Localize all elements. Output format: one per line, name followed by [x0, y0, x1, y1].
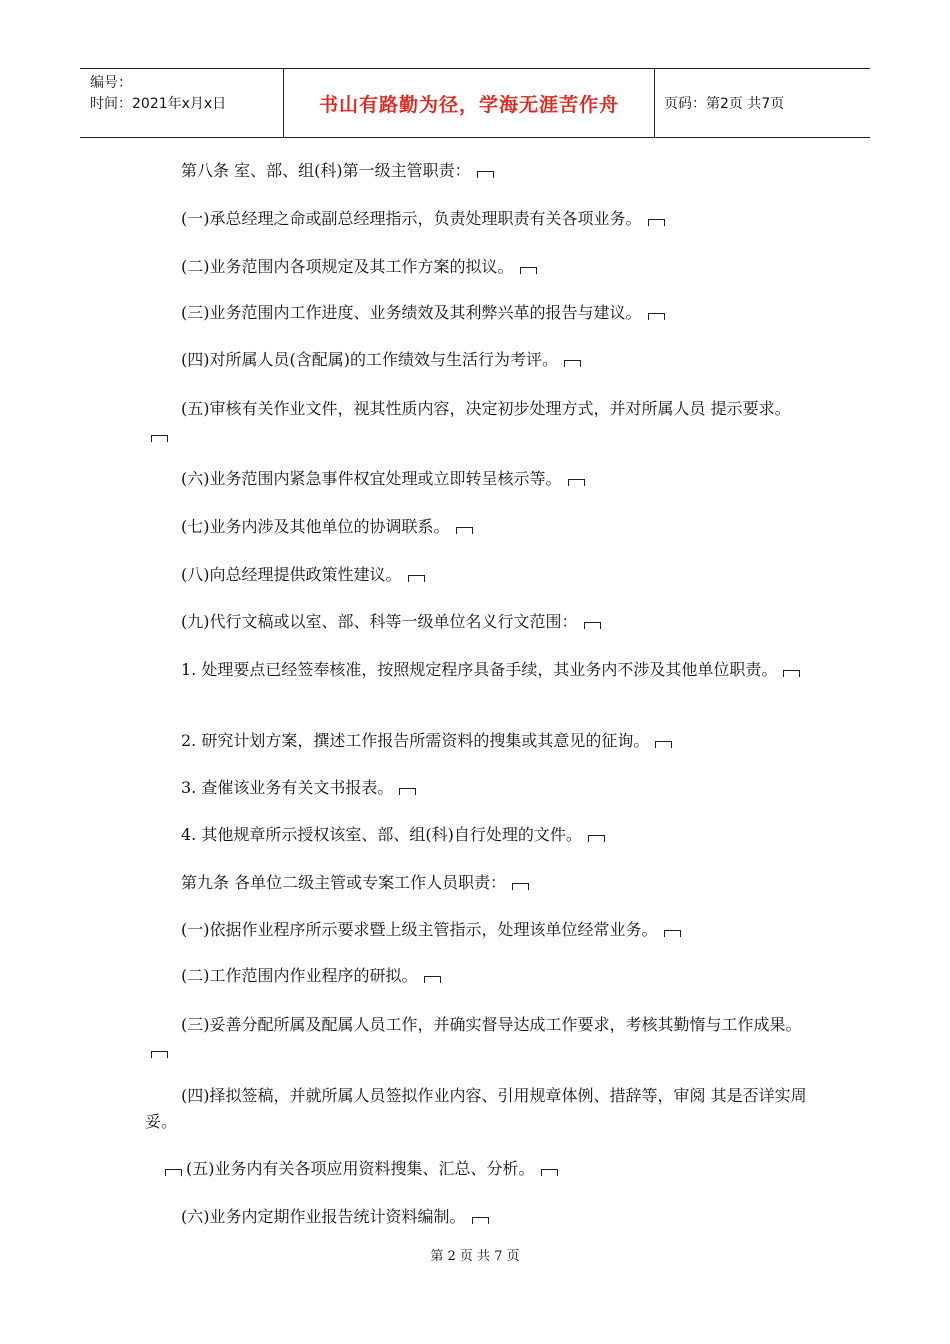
paragraph-mark-icon [472, 1217, 489, 1224]
paragraph: (三)妥善分配所属及配属人员工作，并确实督导达成工作要求，考核其勤惰与工作成果。 [145, 1012, 810, 1064]
paragraph: 4. 其他规章所示授权该室、部、组(科)自行处理的文件。 [145, 822, 810, 848]
paragraph-mark-icon [512, 883, 529, 890]
paragraph-mark-icon [584, 622, 601, 629]
header-motto: 书山有路勤为径，学海无涯苦作舟 [283, 69, 655, 137]
paragraph-mark-icon [399, 788, 416, 795]
page-footer: 第 2 页 共 7 页 [430, 1249, 520, 1264]
paragraph-mark-icon [783, 670, 800, 677]
paragraph-mark-icon [151, 1051, 168, 1058]
paragraph-mark-icon [151, 435, 168, 442]
paragraph: (八)向总经理提供政策性建议。 [145, 562, 810, 588]
paragraph: (九)代行文稿或以室、部、科等一级单位名义行文范围： [145, 609, 810, 635]
header-page-label: 页码：第2页 共7页 [664, 96, 785, 112]
document-number-label: 编号： [90, 75, 132, 91]
paragraph-mark-icon [664, 930, 681, 937]
paragraph: (四)择拟签稿，并就所属人员签拟作业内容、引用规章体例、措辞等，审阅 其是否详实周妥。 [145, 1086, 807, 1131]
paragraph-mark-icon [564, 360, 581, 367]
paragraph: (一)承总经理之命或副总经理指示，负责处理职责有关各项业务。 [145, 206, 810, 232]
paragraph-mark-icon [568, 479, 585, 486]
paragraph: 2. 研究计划方案，撰述工作报告所需资料的搜集或其意见的征询。 [145, 728, 810, 754]
paragraph-mark-icon [408, 575, 425, 582]
paragraph: (二)业务范围内各项规定及其工作方案的拟议。 [145, 254, 810, 280]
paragraph: (四)对所属人员(含配属)的工作绩效与生活行为考评。 [145, 347, 810, 373]
paragraph: (三)业务范围内工作进度、业务绩效及其利弊兴革的报告与建议。 [145, 300, 810, 326]
paragraph-mark-icon [588, 835, 605, 842]
paragraph: (七)业务内涉及其他单位的协调联系。 [145, 514, 810, 540]
paragraph-mark-icon [520, 267, 537, 274]
paragraph: (二)工作范围内作业程序的研拟。 [145, 963, 810, 989]
paragraph: (五)审核有关作业文件，视其性质内容，决定初步处理方式，并对所属人员 提示要求。 [145, 396, 810, 448]
paragraph-mark-icon [165, 1169, 182, 1176]
header-info-cell [80, 69, 283, 137]
paragraph: (一)依据作业程序所示要求暨上级主管指示，处理该单位经常业务。 [145, 917, 810, 943]
paragraph: 第八条 室、部、组(科)第一级主管职责： [145, 158, 810, 184]
paragraph: (六)业务范围内紧急事件权宜处理或立即转呈核示等。 [145, 466, 810, 492]
paragraph: (六)业务内定期作业报告统计资料编制。 [145, 1204, 810, 1230]
paragraph-mark-icon [655, 741, 672, 748]
paragraph-mark-icon [648, 313, 665, 320]
header-table [80, 68, 870, 138]
paragraph-mark-icon [477, 171, 494, 178]
paragraph-mark-icon [541, 1169, 558, 1176]
paragraph: 3. 查催该业务有关文书报表。 [145, 775, 810, 801]
paragraph: 1. 处理要点已经签奉核准，按照规定程序具备手续，其业务内不涉及其他单位职责。 [145, 657, 810, 683]
paragraph: 第九条 各单位二级主管或专案工作人员职责： [145, 870, 810, 896]
paragraph-mark-icon [456, 527, 473, 534]
paragraph-mark-icon [424, 976, 441, 983]
paragraph-mark-icon [648, 219, 665, 226]
document-time-label: 时间：2021年x月x日 [90, 96, 227, 112]
paragraph: (五)业务内有关各项应用资料搜集、汇总、分析。 [145, 1156, 810, 1182]
